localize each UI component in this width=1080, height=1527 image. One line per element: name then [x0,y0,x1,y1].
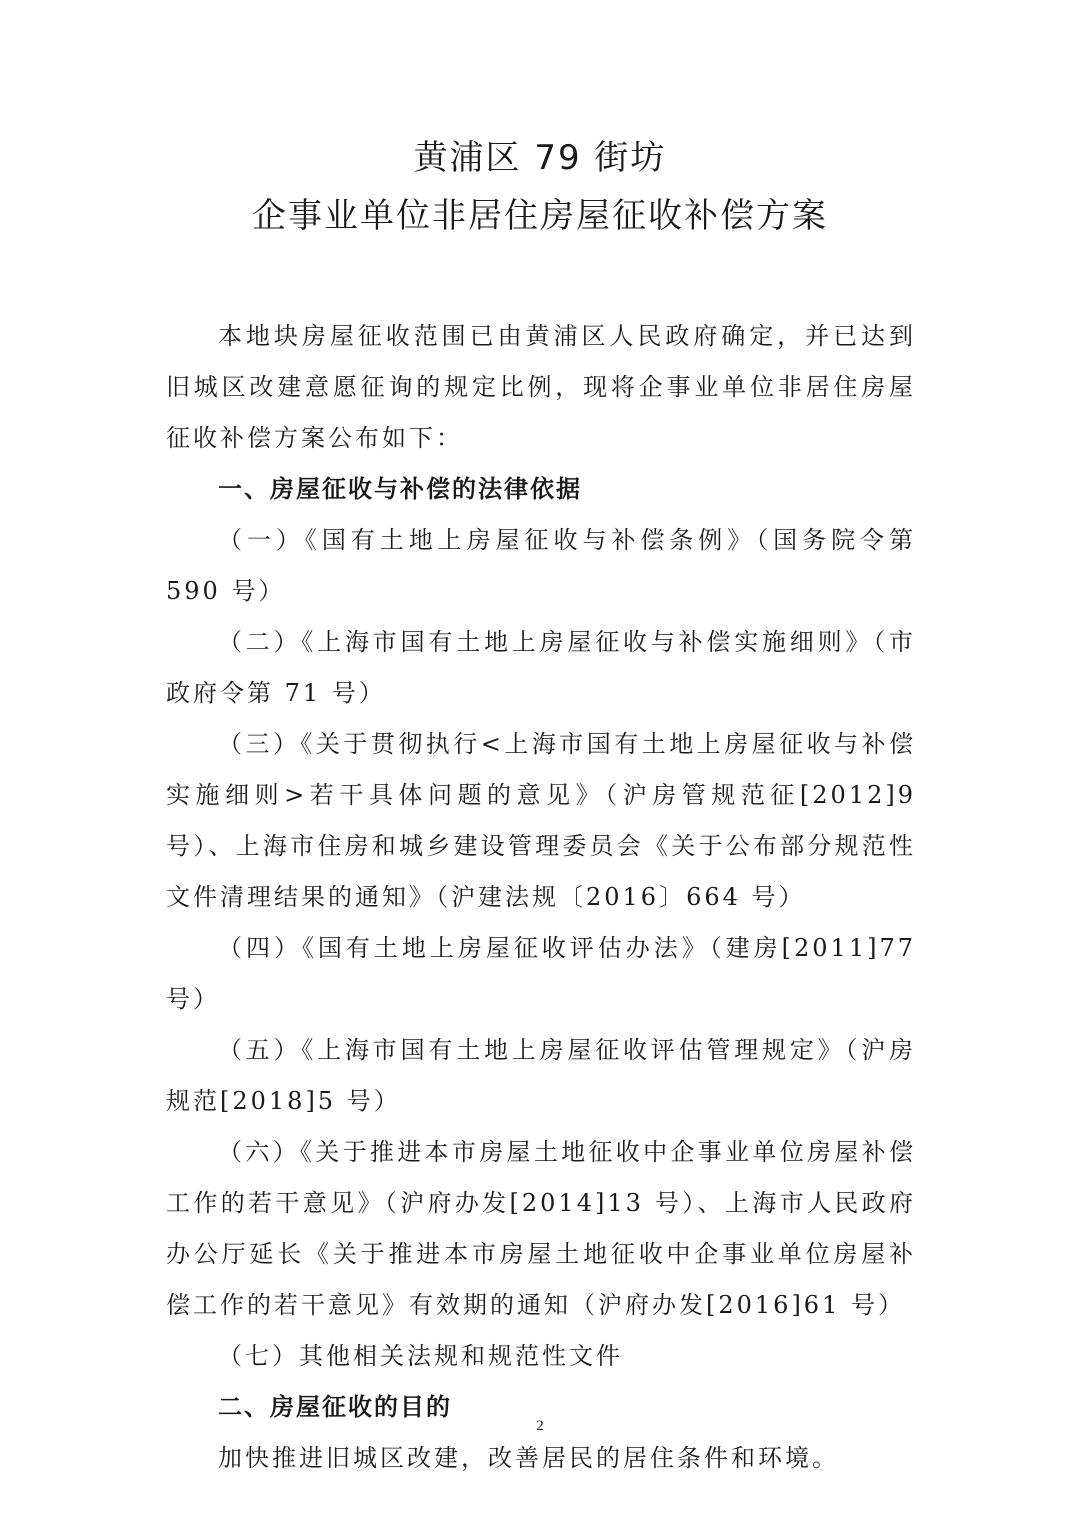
document-body [166,311,916,1484]
legal-basis-item-2: （二）《上海市国有土地上房屋征收与补偿实施细则》（市政府令第 71 号） [166,628,916,707]
section-2-heading: 二、房屋征收的目的 [218,1393,452,1421]
intro-paragraph: 本地块房屋征收范围已由黄浦区人民政府确定，并已达到旧城区改建意愿征询的规定比例，现将企事业单位非居住房屋征收补偿方案公布如下： [166,322,916,452]
purpose-paragraph: 加快推进旧城区改建，改善居民的居住条件和环境。 [218,1444,839,1472]
section-1-heading: 一、房屋征收与补偿的法律依据 [218,475,582,503]
legal-basis-item-1: （一）《国有土地上房屋征收与补偿条例》（国务院令第 590 号） [166,526,916,605]
legal-basis-item-3: （三）《关于贯彻执行<上海市国有土地上房屋征收与补偿实施细则>若干具体问题的意见》（沪房管规范征[2012]9 号）、上海市住房和城乡建设管理委员会《关于公布部分规范性文件清理结果的通知》（沪建法规〔2016〕664 号） [166,730,916,911]
legal-basis-item-4: （四）《国有土地上房屋征收评估办法》（建房[2011]77 号） [166,934,916,1013]
document-title-line-2: 企事业单位非居住房屋征收补偿方案 [252,196,828,236]
legal-basis-item-7: （七）其他相关法规和规范性文件 [218,1342,623,1370]
legal-basis-item-6: （六）《关于推进本市房屋土地征收中企事业单位房屋补偿工作的若干意见》（沪府办发[2014]13 号）、上海市人民政府办公厅延长《关于推进本市房屋土地征收中企事业单位房屋补偿工作的若干意见》有效期的通知（沪府办发[2016]61 号） [166,1138,916,1319]
document-title-line-1: 黄浦区 79 街坊 [413,138,667,178]
page-number: 2 [536,1418,544,1434]
legal-basis-item-5: （五）《上海市国有土地上房屋征收评估管理规定》（沪房规范[2018]5 号） [166,1036,916,1115]
